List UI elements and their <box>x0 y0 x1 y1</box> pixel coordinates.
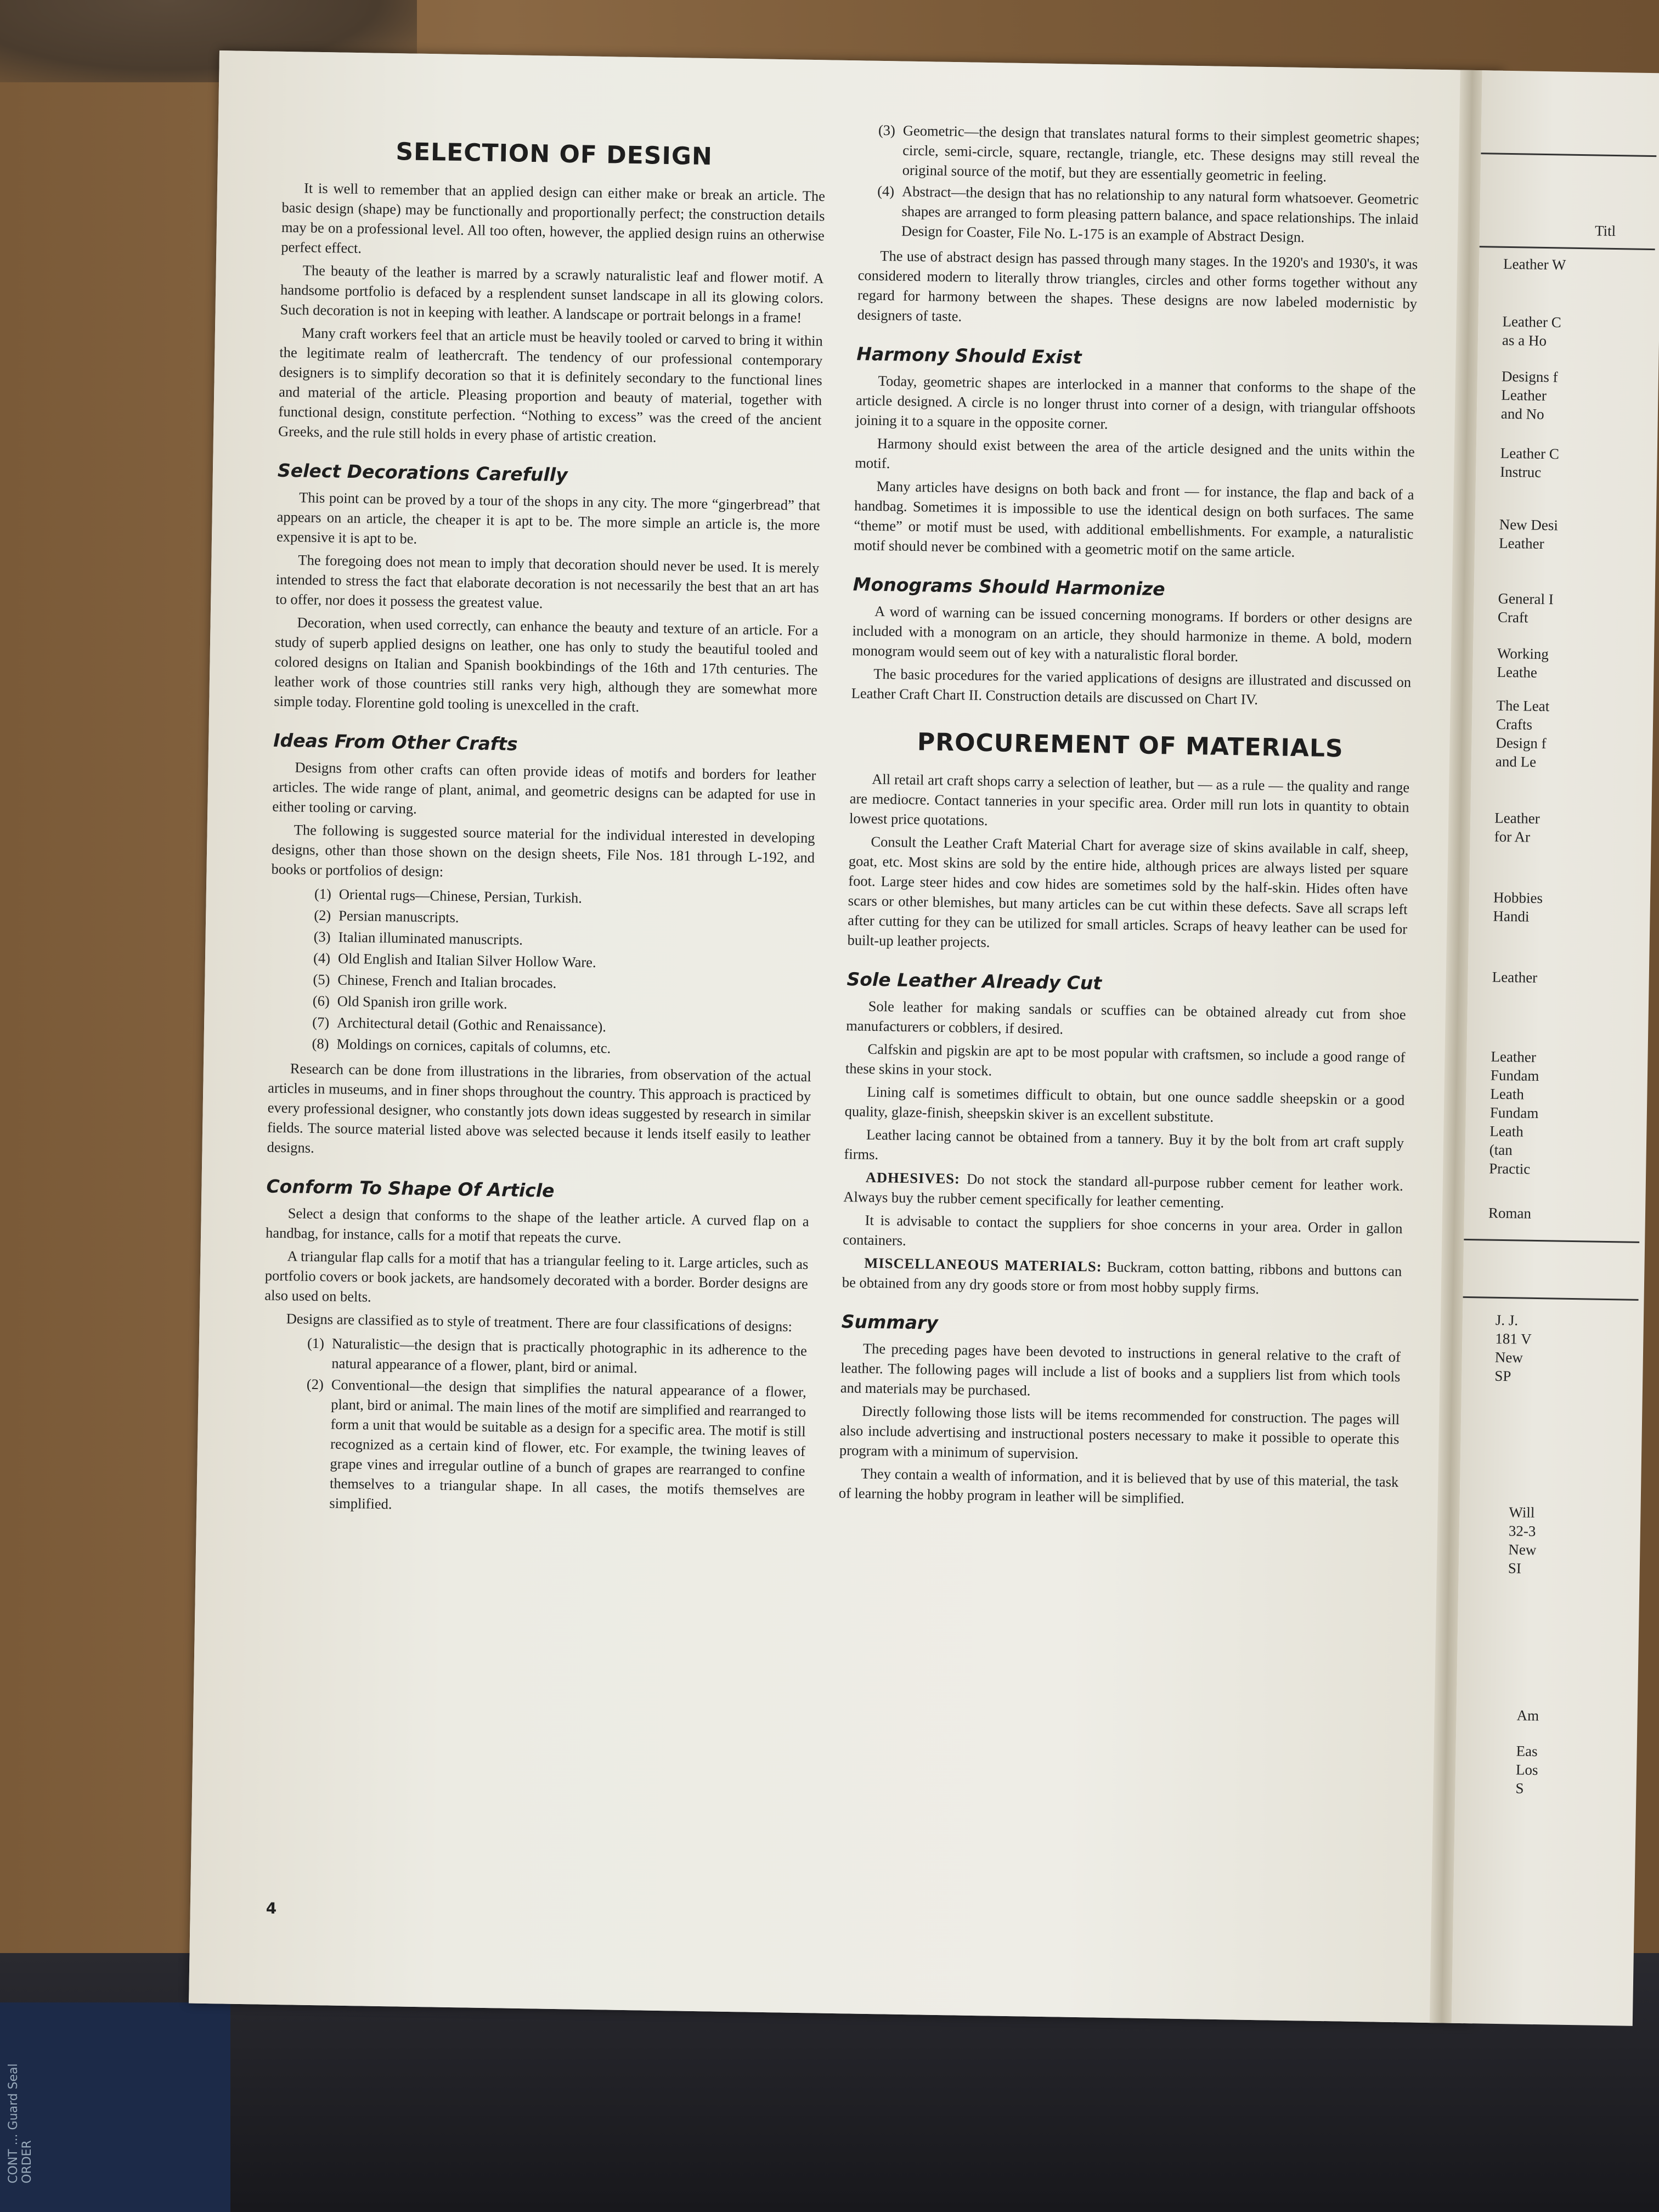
paragraph: Many craft workers feel that an article must be heavily tooled or carved to bring it within the legitimate realm of leathercraft. The tendency of our professional contemporary designers is to simplify decoration so that it is definitely secondary to the functional lines and material of the article. Pleasing proportion and beauty of material, together with functional design, constitute perfection. “Nothing to excess” was the creed of the ancient Greeks, and the rule still holds in every phase of artistic creation. <box>278 324 823 445</box>
index-fragment: General I Craft <box>1497 590 1554 626</box>
misc-paragraph <box>842 1252 1402 1301</box>
list-number: (6) <box>312 992 330 1009</box>
address-fragment: Eas Los S <box>1515 1742 1538 1797</box>
booklet <box>189 50 1616 2023</box>
subheading: Summary <box>841 1311 939 1334</box>
paragraph: Sole leather for making sandals or scuffies can be obtained already cut from shoe manufacturers or cobblers, if desired. <box>845 997 1406 1037</box>
section-title-procurement: PROCUREMENT OF MATERIALS <box>917 728 1344 763</box>
paragraph: Harmony should exist between the area of the article designed and the units within the motif. <box>855 435 1415 472</box>
left-column <box>261 134 826 1526</box>
subheading: Harmony Should Exist <box>856 343 1082 368</box>
list-text: Old English and Italian Silver Hollow Ware. <box>337 950 596 970</box>
facing-page-edge <box>1452 70 1659 2026</box>
list-text: Architectural detail (Gothic and Renaissance). <box>336 1014 607 1035</box>
list-text: Chinese, French and Italian brocades. <box>337 971 557 991</box>
index-fragment: Leather for Ar <box>1494 809 1540 845</box>
paragraph: Select a design that conforms to the shape of the leather article. A curved flap on a handbag, for instance, calls for a motif that repeats the curve. <box>265 1205 809 1246</box>
paragraph: All retail art craft shops carry a selection of leather, but — as a rule — the quality and range are mediocre. Contact tanneries in your specific area. Order mill run lots in quantity to obtain lowest price quotations. <box>849 770 1410 829</box>
runin-text: Buckram, cotton batting, ribbons and buttons can be obtained from any dry goods store or from most hobby supply firms. <box>842 1258 1402 1297</box>
paragraph: Decoration, when used correctly, can enhance the beauty and texture of an article. For a study of superb applied designs on leather, one has only to study the beautiful tooled and colored designs on Italian and Spanish bookbindings of the 16th and 17th centuries. The leather work of those countries still ranks very high, although they are somewhat more simple today. Florentine gold tooling is unexcelled in the craft. <box>274 614 819 715</box>
subheading: Ideas From Other Crafts <box>273 729 518 755</box>
paragraph: Calfskin and pigskin are apt to be most popular with craftsmen, so include a good range of these skins in your stock. <box>845 1040 1406 1079</box>
rule-line <box>1464 1239 1639 1243</box>
list-number: (2) <box>306 1375 324 1393</box>
paragraph: The preceding pages have been devoted to instructions in general relative to the craft of leather. The following pages will include a list of books and a suppliers list from which tools and materials may be purchased. <box>840 1340 1401 1399</box>
list-number: (1) <box>307 1334 325 1352</box>
index-fragment: Leather W <box>1503 255 1566 273</box>
list-item <box>261 1374 806 1521</box>
paragraph: Leather lacing cannot be obtained from a tannery. Buy it by the bolt from art craft supply firms. <box>844 1126 1404 1163</box>
rule-line <box>1463 1296 1639 1301</box>
list-item <box>859 120 1420 188</box>
list-item <box>263 1333 807 1381</box>
index-fragment: Leather <box>1492 968 1538 986</box>
paragraph: Research can be done from illustrations in the libraries, from observation of the actual articles in museums, and in finer shops throughout the country. This approach is practiced by every professional designer, who constantly jots down ideas suggested by research in similar fields. The source material listed above was selected because it lends itself easily to leather designs. <box>267 1060 811 1156</box>
address-fragment: J. J. 181 V New SP <box>1494 1311 1532 1385</box>
paragraph: Designs from other crafts can often provide ideas of motifs and borders for leather articles. The wide range of plant, animal, and geometric designs can be adapted for use in either tooling or carving. <box>272 759 816 817</box>
rule-line <box>1480 246 1655 250</box>
list-number: (7) <box>312 1013 330 1031</box>
index-fragment: Leather C as a Ho <box>1502 313 1561 349</box>
paragraph: The foregoing does not mean to imply that decoration should never be used. It is merely intended to stress the fact that elaborate decoration is not necessarily the best that an art has to offer, nor does it possess the greatest value. <box>275 551 820 612</box>
classification-list-continued <box>859 120 1420 249</box>
list-number: (4) <box>877 182 895 200</box>
subheading: Select Decorations Carefully <box>277 459 568 486</box>
paragraph: The following is suggested source material for the individual interested in developing designs, other than those shown on the design sheets, File Nos. 181 through L-192, and books or portfolios of design: <box>271 821 815 880</box>
index-fragment: Leather Fundam Leath Fundam Leath (tan Practic <box>1489 1048 1539 1177</box>
index-fragment: Roman <box>1488 1204 1532 1222</box>
section-title-selection: SELECTION OF DESIGN <box>396 138 713 171</box>
paragraph: A triangular flap calls for a motif that has a triangular feeling to it. Large articles, such as portfolio covers or book jackets, are handsomely decorated with a border. Border designs are also used on belts. <box>264 1248 809 1305</box>
list-number: (8) <box>312 1035 329 1052</box>
classification-list <box>261 1333 807 1521</box>
list-number: (3) <box>313 928 331 945</box>
list-text: Naturalistic—the design that is practically photographic in its adherence to the natural appearance of a flower, plant, bird or animal. <box>331 1335 808 1376</box>
list-text: Persian manuscripts. <box>338 907 459 926</box>
list-text: Geometric—the design that translates natural forms to their simplest geometric shapes; circle, semi-circle, square, rectangle, triangle, etc. These designs may still reveal the original source of the motif, but they are essentially geometric in feeling. <box>902 122 1420 185</box>
list-text: Abstract—the design that has no relationship to any natural form whatsoever. Geometric shapes are arranged to form pleasing pattern balance, and space relationships. The inlaid Design for Coaster, File No. L-175 is an example of Abstract Design. <box>901 183 1419 246</box>
paragraph: Designs are classified as to style of treatment. There are four classifications of designs: <box>286 1310 793 1335</box>
address-fragment: Am <box>1516 1707 1539 1724</box>
address-fragment: Will 32-3 New SI <box>1508 1504 1537 1577</box>
subheading: Conform To Shape Of Article <box>266 1175 555 1201</box>
subheading: Sole Leather Already Cut <box>847 968 1102 994</box>
paragraph: Today, geometric shapes are interlocked in a manner that conforms to the shape of the article designed. A circle is no longer thrust into corner of a design, with triangular offshoots joining it to a square in the opposite corner. <box>855 372 1416 432</box>
runin-label: ADHESIVES: <box>865 1169 961 1187</box>
paragraph: This point can be proved by a tour of the shops in any city. The more “gingerbread” that appears on an article, the cheaper it is apt to be. The more simple an article is, the more expensive it is apt to be. <box>276 489 821 547</box>
paragraph: Lining calf is sometimes difficult to obtain, but one ounce saddle sheepskin or a good quality, glaze-finish, sheepskin skiver is an excellent substitute. <box>844 1083 1405 1125</box>
paragraph: The basic procedures for the varied applications of designs are illustrated and discussed on Leather Craft Chart II. Construction details are discussed on Chart IV. <box>851 665 1412 708</box>
list-number: (5) <box>313 970 330 988</box>
list-text: Italian illuminated manuscripts. <box>338 928 523 948</box>
paragraph: Many articles have designs on both back and front — for instance, the flap and back of a handbag. Sometimes it is impossible to use the identical design on both surfaces. The same “theme” or motif must be used, with additional embellishments. For example, a naturalistic motif should never be combined with a geometric motif on the same article. <box>853 477 1414 560</box>
index-fragment: New Desi Leather <box>1498 516 1559 552</box>
left-page <box>189 50 1465 2023</box>
index-fragment: Hobbies Handi <box>1493 889 1543 925</box>
index-fragment: Working Leathe <box>1497 645 1549 681</box>
runin-label: MISCELLANEOUS MATERIALS: <box>864 1254 1102 1275</box>
list-number: (1) <box>314 885 332 902</box>
right-column <box>838 120 1420 1515</box>
list-text: Old Spanish iron grille work. <box>337 992 507 1012</box>
list-item <box>859 180 1419 249</box>
list-number: (3) <box>878 121 896 139</box>
adhesives-paragraph <box>843 1167 1403 1215</box>
list-number: (4) <box>313 949 331 967</box>
paragraph: It is well to remember that an applied design can either make or break an article. The basic design (shape) may be functionally and proportionally perfect; the construction details may be on a professional level. All too often, however, the applied design ruins an otherwise perfect effect. <box>281 179 826 257</box>
rule-line <box>1481 153 1656 157</box>
list-text: Conventional—the design that simplifies the natural appearance of a flower, plant, bird or animal. The main lines of the motif are simplified and rearranged to form a unit that would be suitable as a design for a specific area. The motif is still recognized as a certain kind of flower, etc. For example, the twining leaves of grape vines and irregular outline of a bunch of grapes are rearranged to confine themselves to a triangular shape. In all cases, the motifs themselves are simplified. <box>329 1376 806 1513</box>
page-number: 4 <box>266 1899 277 1918</box>
list-text: Oriental rugs—Chinese, Persian, Turkish. <box>338 885 583 906</box>
subheading: Monograms Should Harmonize <box>853 573 1165 600</box>
paragraph: Directly following those lists will be items recommended for construction. The pages will also include advertising and instructional posters necessary to make it possible to operate this program with a minimum of supervision. <box>839 1402 1400 1462</box>
source-material-list <box>268 883 814 1062</box>
paragraph: The use of abstract design has passed through many stages. In the 1920's and 1930's, it was considered modern to literally throw triangles, circles and other forms together without any regard for harmony between the shapes. These designs are now labeled modernistic by designers of taste. <box>857 247 1418 325</box>
paragraph: Consult the Leather Craft Material Chart for average size of skins available in calf, sheep, goat, etc. Most skins are sold by the entire hide, although prices are always listed per square foot. Large steer hides and cow hides are sometimes sold by the half-skin. Hides often have scars or other blemishes, but many articles can be cut within these defects. Save all scraps left after cutting for they can be utilized for small articles. Scraps of heavy leather can be used for built-up leather projects. <box>847 833 1409 951</box>
index-fragment: Leather C Instruc <box>1499 444 1560 481</box>
box-label-text: CONT ... Guard Seal ORDER <box>7 2063 34 2183</box>
list-text: Moldings on cornices, capitals of columns, etc. <box>336 1035 611 1057</box>
paragraph: A word of warning can be issued concerning monograms. If borders or other designs are included with a monogram on an article, they should harmonize in theme. A bold, modern monogram would seem out of key with a naturalistic floral border. <box>851 602 1413 665</box>
index-fragment: Titl <box>1594 222 1616 240</box>
list-number: (2) <box>314 906 331 924</box>
paragraph: The beauty of the leather is marred by a scrawly naturalistic leaf and flower motif. A handsome portfolio is defaced by a resplendent sunset landscape in all its glowing colors. Such decoration is not in keeping with leather. A landscape or portrait belongs in a frame! <box>280 262 824 326</box>
index-fragment: Designs f Leather and No <box>1500 368 1558 423</box>
index-fragment: The Leat Crafts Design f and Le <box>1495 697 1550 770</box>
runin-text: Do not stock the standard all-purpose rubber cement for leather work. Always buy the rubber cement specifically for leather cementing. <box>843 1170 1404 1211</box>
paragraph: It is advisable to contact the suppliers for shoe concerns in your area. Order in gallon containers. <box>842 1211 1403 1249</box>
paragraph: They contain a wealth of information, and it is believed that by use of this material, the task of learning the hobby program in leather will be simplified. <box>838 1465 1399 1506</box>
